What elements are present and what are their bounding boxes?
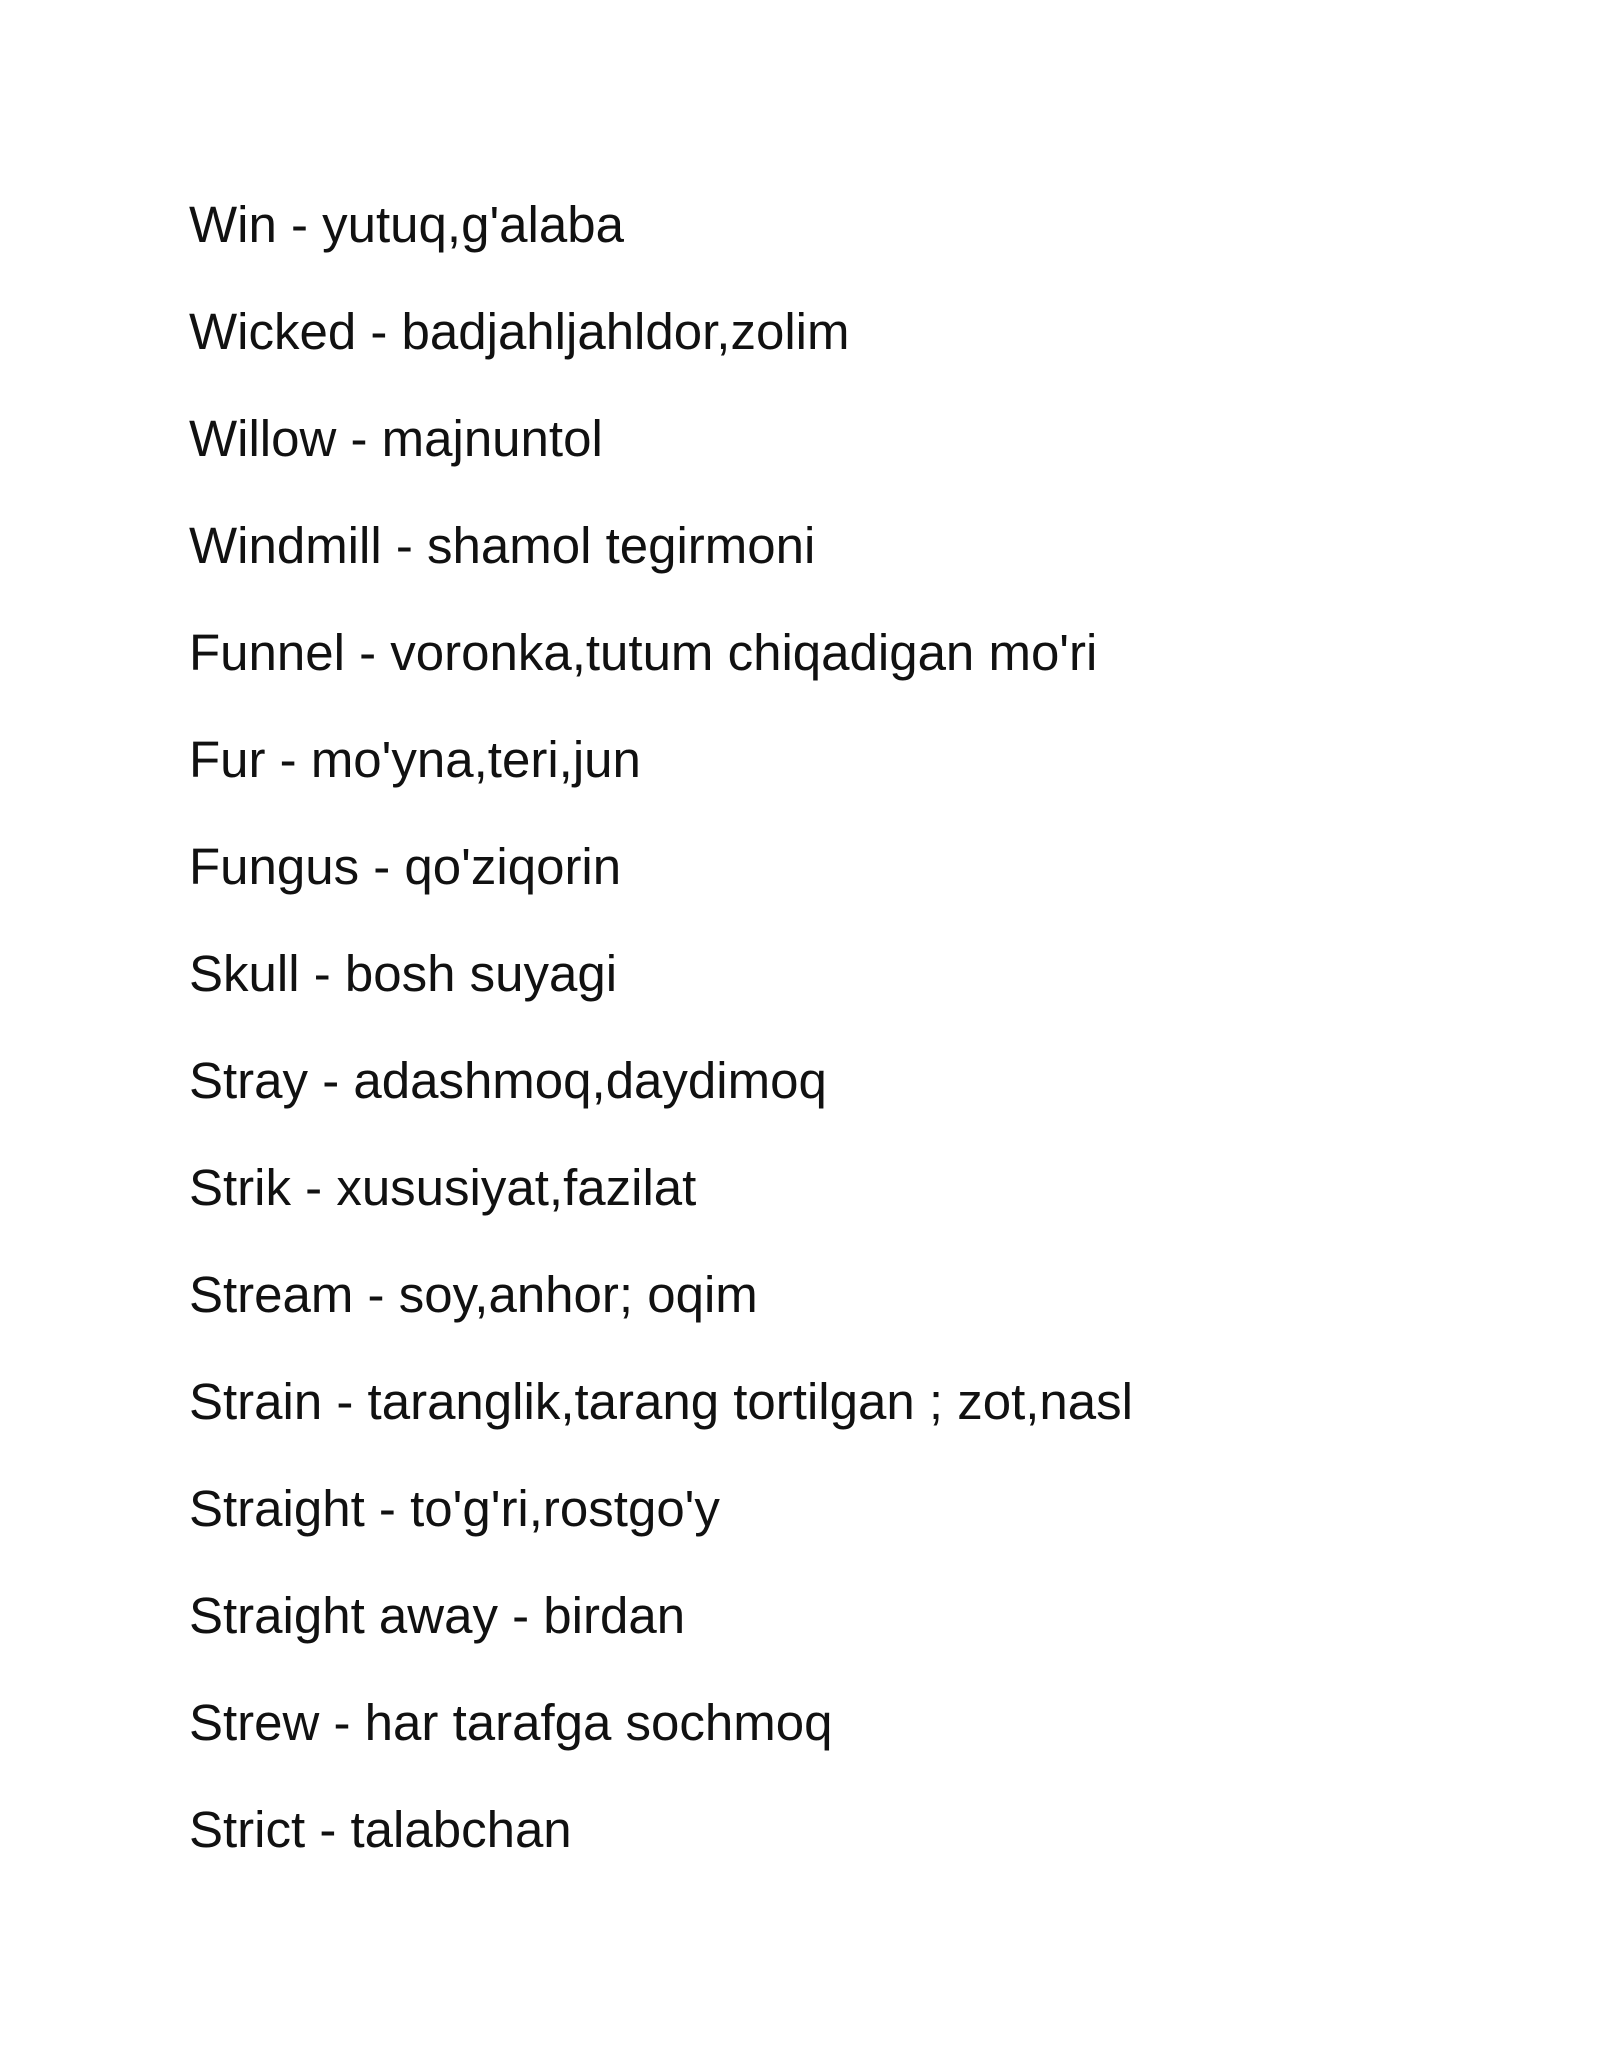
vocabulary-entry: Win - yutuq,g'alaba: [189, 196, 624, 253]
vocabulary-entry: Funnel - voronka,tutum chiqadigan mo'ri: [189, 624, 1098, 681]
vocabulary-entry: Strew - har tarafga sochmoq: [189, 1694, 833, 1751]
vocabulary-entry: Willow - majnuntol: [189, 410, 603, 467]
vocabulary-entry: Stream - soy,anhor; oqim: [189, 1266, 758, 1323]
vocabulary-entry: Strain - taranglik,tarang tortilgan ; zot,nasl: [189, 1373, 1133, 1430]
vocabulary-entry: Straight - to'g'ri,rostgo'y: [189, 1480, 720, 1537]
vocabulary-entry: Fungus - qo'ziqorin: [189, 838, 622, 895]
vocabulary-entry: Straight away - birdan: [189, 1587, 686, 1644]
vocabulary-entry: Skull - bosh suyagi: [189, 945, 618, 1002]
vocabulary-entry: Windmill - shamol tegirmoni: [189, 517, 816, 574]
vocabulary-entry: Fur - mo'yna,teri,jun: [189, 731, 641, 788]
vocabulary-entry: Strik - xususiyat,fazilat: [189, 1159, 697, 1216]
vocabulary-entry: Strict - talabchan: [189, 1801, 572, 1858]
vocabulary-entry: Wicked - badjahljahldor,zolim: [189, 303, 850, 360]
vocabulary-list: [189, 190, 1133, 1902]
vocabulary-entry: Stray - adashmoq,daydimoq: [189, 1052, 827, 1109]
